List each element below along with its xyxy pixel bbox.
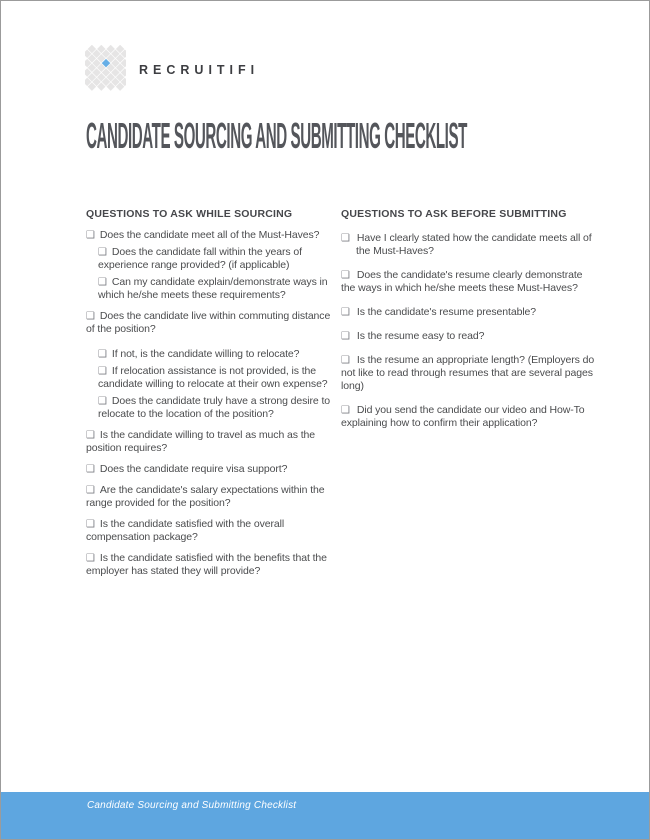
checklist-item xyxy=(86,463,341,476)
checkbox-icon: ❑ xyxy=(98,349,107,360)
checklist-item-text: Is the candidate willing to travel as much as the position requires? xyxy=(86,429,316,454)
checklist-item xyxy=(341,330,596,343)
checkbox-icon: ❑ xyxy=(341,270,350,281)
checkbox-icon: ❑ xyxy=(341,307,350,318)
checklist-subitem xyxy=(98,276,341,302)
checklist-item-text: If relocation assistance is not provided, is the candidate willing to relocate at their own expense? xyxy=(98,365,328,390)
checklist-item-text: Is the resume easy to read? xyxy=(356,330,485,342)
checkbox-icon: ❑ xyxy=(86,485,95,496)
checklist-item-text: If not, is the candidate willing to relocate? xyxy=(111,348,300,360)
checklist-item xyxy=(341,306,596,319)
checklist-item-text: Are the candidate's salary expectations within the range provided for the position? xyxy=(86,484,325,509)
recruitifi-logo-icon xyxy=(85,45,126,91)
checklist-item xyxy=(86,484,341,510)
checkbox-icon: ❑ xyxy=(98,366,107,377)
submitting-column xyxy=(341,208,596,430)
checklist-item-text: Does the candidate require visa support? xyxy=(99,463,288,475)
checkbox-icon: ❑ xyxy=(86,430,95,441)
checklist-item-text: Is the candidate satisfied with the overall compensation package? xyxy=(86,518,285,543)
checkbox-icon: ❑ xyxy=(341,331,350,342)
checklist-subitem xyxy=(98,365,341,391)
checkbox-icon: ❑ xyxy=(86,230,95,241)
sourcing-section-heading: QUESTIONS TO ASK WHILE SOURCING xyxy=(86,208,293,220)
checkbox-icon: ❑ xyxy=(98,247,107,258)
checkbox-icon: ❑ xyxy=(341,405,350,416)
checklist-subitem xyxy=(98,348,341,361)
checklist-item xyxy=(86,429,341,455)
checklist-item-text: Is the candidate satisfied with the benefits that the employer has stated they will provide? xyxy=(86,552,327,577)
checkbox-icon: ❑ xyxy=(86,519,95,530)
checklist-item-text: Is the candidate's resume presentable? xyxy=(356,306,537,318)
footer-title: Candidate Sourcing and Submitting Checklist xyxy=(87,800,297,811)
checklist-subitem xyxy=(98,395,341,421)
checklist-item xyxy=(341,232,596,258)
checklist-item-text: Does the candidate fall within the years of experience range provided? (if applicable) xyxy=(98,246,302,271)
checklist-item-text: Did you send the candidate our video and How-To explaining how to confirm their application? xyxy=(341,404,585,429)
checklist-subitem xyxy=(98,246,341,272)
checklist-item xyxy=(341,354,596,393)
brand-name: RECRUITIFI xyxy=(139,63,260,77)
submitting-section-heading: QUESTIONS TO ASK BEFORE SUBMITTING xyxy=(341,208,567,220)
checkbox-icon: ❑ xyxy=(86,311,95,322)
checklist-item-text: Can my candidate explain/demonstrate ways in which he/she meets these requirements? xyxy=(98,276,328,301)
checklist-item xyxy=(341,269,596,295)
footer-bar xyxy=(1,792,649,839)
checklist-item xyxy=(86,552,341,578)
checklist-item-text: Have I clearly stated how the candidate meets all of the Must-Haves? xyxy=(356,232,592,257)
checklist-item-text: Is the resume an appropriate length? (Employers do not like to read through resumes that are several pages long) xyxy=(341,354,595,392)
checklist-item-text: Does the candidate meet all of the Must-Haves? xyxy=(99,229,320,241)
checklist-item xyxy=(86,518,341,544)
checkbox-icon: ❑ xyxy=(98,396,107,407)
page-title: CANDIDATE SOURCING AND SUBMITTING CHECKLIST xyxy=(86,115,467,156)
checkbox-icon: ❑ xyxy=(86,553,95,564)
checkbox-icon: ❑ xyxy=(98,277,107,288)
checkbox-icon: ❑ xyxy=(86,464,95,475)
checklist-item-text: Does the candidate's resume clearly demonstrate the ways in which he/she meets these Must-Haves? xyxy=(341,269,583,294)
checkbox-icon: ❑ xyxy=(341,233,350,244)
checklist-item xyxy=(86,229,341,242)
checkbox-icon: ❑ xyxy=(341,355,350,366)
checklist-item-text: Does the candidate truly have a strong desire to relocate to the location of the position? xyxy=(98,395,331,420)
checklist-item-text: Does the candidate live within commuting distance of the position? xyxy=(86,310,331,335)
checklist-item xyxy=(341,404,596,430)
sourcing-column xyxy=(86,208,341,578)
checklist-item xyxy=(86,310,341,336)
